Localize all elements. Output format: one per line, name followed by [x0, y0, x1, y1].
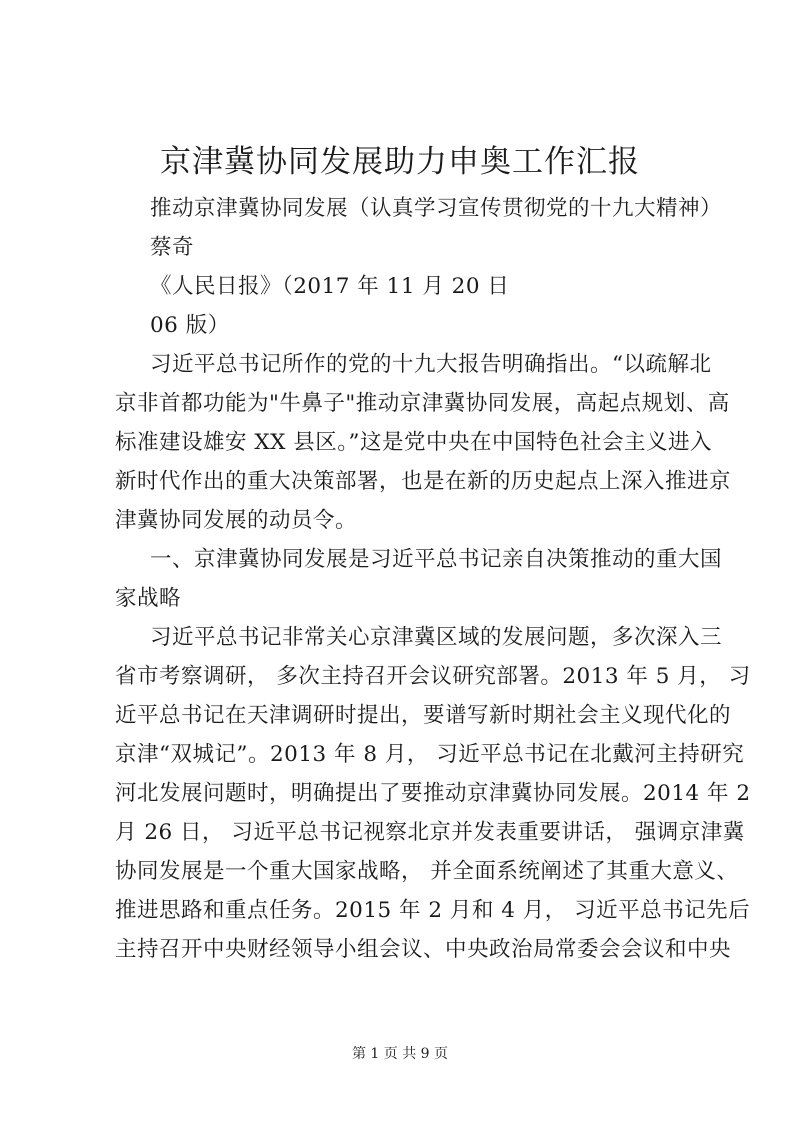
text-line-edition: 06 版） [150, 313, 230, 338]
text-line: 习近平总书记所作的党的十九大报告明确指出。“以疏解北 [150, 352, 712, 377]
section-heading-line: 一、京津冀协同发展是习近平总书记亲自决策推动的重大国 [150, 547, 723, 572]
section-heading-line: 家战略 [115, 586, 182, 611]
text-line: 月 26 日， 习近平总书记视察北京并发表重要讲话， 强调京津冀 [115, 820, 745, 845]
page-footer: 第 1 页 共 9 页 [351, 1046, 449, 1062]
document-title: 京津冀协同发展助力申奥工作汇报 [160, 144, 640, 180]
text-line: 津冀协同发展的动员令。 [115, 508, 358, 533]
text-line: 协同发展是一个重大国家战略， 并全面系统阐述了其重大意义、 [115, 859, 739, 884]
text-line: 习近平总书记非常关心京津冀区域的发展问题，多次深入三 [150, 625, 723, 650]
text-line: 推进思路和重点任务。2015 年 2 月和 4 月， 习近平总书记先后 [115, 898, 751, 923]
text-line: 省市考察调研， 多次主持召开会议研究部署。2013 年 5 月， 习 [115, 664, 751, 689]
text-line: 河北发展问题时，明确提出了要推动京津冀协同发展。2014 年 2 [115, 781, 751, 806]
text-line: 近平总书记在天津调研时提出，要谱写新时期社会主义现代化的 [115, 703, 732, 728]
text-line-subtitle: 推动京津冀协同发展（认真学习宣传贯彻党的十九大精神） [150, 196, 723, 221]
text-line: 京津“双城记”。2013 年 8 月， 习近平总书记在北戴河主持研究 [115, 742, 745, 767]
text-line: 新时代作出的重大决策部署，也是在新的历史起点上深入推进京 [115, 469, 732, 494]
text-line-source: 《人民日报》（2017 年 11 月 20 日 [150, 274, 510, 299]
text-line: 主持召开中央财经领导小组会议、中央政治局常委会会议和中央 [115, 937, 732, 962]
text-line-author: 蔡奇 [150, 235, 195, 260]
text-line: 标准建设雄安 XX 县区。”这是党中央在中国特色社会主义进入 [115, 430, 713, 455]
text-line: 京非首都功能为"牛鼻子"推动京津冀协同发展，高起点规划、高 [115, 391, 730, 416]
